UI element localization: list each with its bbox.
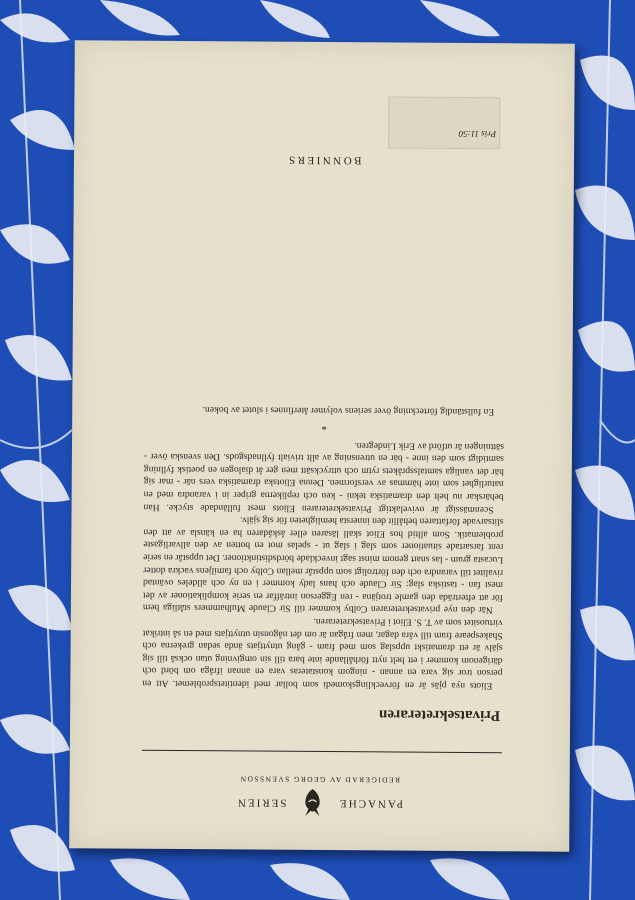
series-logo [69, 773, 569, 821]
price-label: Pris 11:50 [458, 128, 497, 140]
catalog-note: En fullständig förteckning över seriens volymer återfinnes i slutet av boken. [202, 403, 495, 417]
blurb-paragraph: Eliots nya pjäs är en förvecklingskomedi som bollar med identitetsproblemet. Att en person tror sig vara en annan - ningom konstateras vara en annan ifråga om börd och därigenom kommer i ett helt nytt förhållande inte bara till sin omgivning utan också till sig själv är ett dramatiskt uppslag som med fram - gång utnyttjats ända sedan grekerna och Shakespeare fram till våra dagar, men frågan är om det någonsin utnyttjats med en så intrikat virtuositet som av T. S. Eliot i Privatsekreteraren. [142, 615, 503, 692]
series-editor: REDIGERAD AV GEORG SVENSSON [239, 774, 401, 785]
blurb-text [142, 402, 504, 692]
series-name-right: SERIEN [235, 796, 287, 809]
publisher-name: BONNIERS [286, 153, 362, 167]
divider-line [142, 750, 502, 754]
star-separator: * [321, 420, 327, 433]
series-name-left: PANACHE [337, 797, 404, 810]
book-title: Privatsekreteraren [379, 706, 501, 724]
book-back-cover [69, 40, 575, 851]
blurb-paragraph: Scenmässigt är ovivelaktigt Privatsekreteraren Eliots mest fulländade stycke. Han behärskar nu helt den dramatiska tekni - ken och replikerna griper in i varandra med en naturlighet som inte hämmas av versformen. Denna Eliotska dramatiska vers när - mar sig här det vanliga samtalsspråkets rytm och uttrycksätt men ger åt dialogen en poetisk fyllning samtidigt som den inne - bär en utrensning av allt trivialt fyllnadsgods. Den svenska över - sättningen är utförd av Erik Lindegren. [143, 439, 505, 515]
cover-text-rotated [69, 40, 575, 851]
blurb-paragraph: När den nye privatsekreteraren Colby kommer till Sir Claude Mulhammers ståtliga hem för att efterträda den gamle trotjäna - ren Eggerson inträffar en serie komplikationer av det mest fan - tastiska slag: Sir Claude och hans lady kommer i en ny och alldeles oväntad rivalitet till varandra och den förtroligt som uppstår mellan Colby och familjens vackra dotter Lucasta grum - las snart genom minst sagt invecklade bördsdistinktioner. Det uppstår en serie rent farsartade situationer som slag i slag ut - spelas mot en botten av den allvarligaste problematik. Som alltid hos Eliot skall läsaren eller åskådaren ha en känsla av att den slitsarvade författaren behållit den innersta hemligheten för sig själv. [142, 514, 504, 616]
price-sticker-area [388, 96, 500, 149]
fox-icon [299, 786, 325, 820]
